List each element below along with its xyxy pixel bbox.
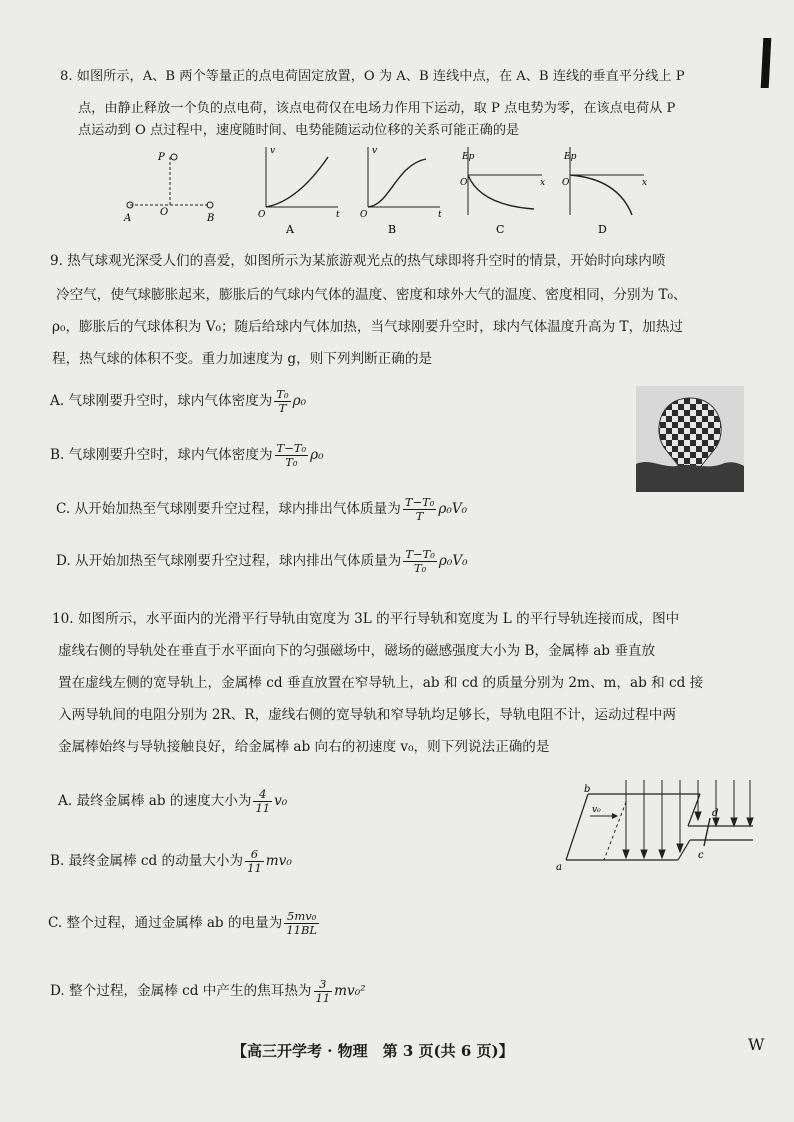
q9-option-a: A. 气球刚要升空时，球内气体密度为 $\frac{\text{T₀}}{T}$ ρ₀ (50, 387, 307, 415)
q8-figures (110, 145, 650, 235)
svg-text:Ep: Ep (462, 152, 475, 162)
svg-text:t: t (438, 210, 442, 220)
label-p: P (158, 152, 165, 163)
option-d-label: D (598, 223, 607, 235)
svg-text:v: v (372, 146, 378, 156)
q9-option-b: B. 气球刚要升空时，球内气体密度为 $\frac{\text{T−T₀}}{\text{T₀}}$ ρ₀ (50, 441, 324, 469)
q10-line-2: 虚线右侧的导轨处在垂直于水平面向下的匀强磁场中，磁场的磁感强度大小为 B，金属棒 ab 垂直放 (58, 643, 656, 659)
hot-air-balloon-photo (636, 386, 744, 492)
scan-edge-mark (761, 38, 772, 88)
q10-line-5: 金属棒始终与导轨接触良好，给金属棒 ab 向右的初速度 v₀，则下列说法正确的是 (58, 739, 550, 755)
q9-option-d: D. 从开始加热至气球刚要升空过程，球内排出气体质量为 $\frac{\text{T−T₀}}{\text{T₀}}$ ρ₀V₀ (56, 547, 468, 575)
svg-text:x: x (642, 178, 648, 188)
rod-cd (704, 818, 710, 846)
option-a-label: A (286, 223, 294, 235)
corner-mark: W (748, 1035, 765, 1054)
label-o: O (160, 207, 169, 218)
option-c-label: C (496, 223, 505, 235)
q9-line-4: 程，热气球的体积不变。重力加速度为 g，则下列判断正确的是 (52, 351, 433, 367)
label-a: A (124, 213, 132, 224)
q10-rail-diagram (548, 776, 758, 876)
svg-text:v: v (270, 146, 276, 156)
option-b-label: B (388, 223, 397, 235)
velocity-arrow-icon (612, 813, 618, 819)
svg-text:b: b (584, 784, 591, 795)
svg-text:x: x (540, 178, 546, 188)
q10-line-3: 置在虚线左侧的宽导轨上，金属棒 cd 垂直放置在窄导轨上，ab 和 cd 的质量分别为 2m、m，ab 和 cd 接 (58, 675, 704, 691)
svg-text:O: O (258, 210, 266, 220)
q8-graph-c (460, 147, 545, 235)
page-footer: 【高三开学考 · 物理 第 3 页(共 6 页)】 (232, 1042, 514, 1060)
q10-option-b: B. 最终金属棒 cd 的动量大小为 $\frac{6}{11}$ mv₀ (50, 847, 292, 875)
q8-line-2: 点，由静止释放一个负的点电荷，该点电荷仅在电场力作用下运动，取 P 点电势为零，在该点电荷从 P (78, 101, 676, 116)
magnetic-field-arrows-icon (623, 780, 753, 858)
svg-text:a: a (556, 862, 562, 873)
q10-line-4: 入两导轨间的电阻分别为 2R、R，虚线右侧的宽导轨和窄导轨均足够长，导轨电阻不计，运动过程中两 (58, 707, 676, 723)
q8-graph-b (360, 146, 442, 235)
q9-line-1: 9. 热气球观光深受人们的喜爱，如图所示为某旅游观光点的热气球即将升空时的情景，开始时向球内喷 (50, 253, 666, 269)
q10-option-d: D. 整个过程，金属棒 cd 中产生的焦耳热为 $\frac{3}{11}$ mv₀² (50, 977, 366, 1005)
q10-option-c: C. 整个过程，通过金属棒 ab 的电量为 $\frac{\text{5mv₀}}{11BL}$ (48, 909, 318, 937)
q8-line-1: 8. 如图所示，A、B 两个等量正的点电荷固定放置，O 为 A、B 连线中点，在 A、B 连线的垂直平分线上 P (60, 69, 685, 84)
q9-option-c: C. 从开始加热至气球刚要升空过程，球内排出气体质量为 $\frac{\text{T−T₀}}{T}$ ρ₀V₀ (56, 495, 468, 523)
q8-graph-a (258, 146, 340, 235)
rod-ab (566, 794, 588, 860)
svg-text:d: d (712, 808, 719, 819)
svg-text:t: t (336, 210, 340, 220)
svg-text:Ep: Ep (564, 152, 577, 162)
q10-option-a: A. 最终金属棒 ab 的速度大小为 $\frac{4}{11}$ v₀ (58, 787, 288, 815)
svg-text:c: c (698, 850, 704, 861)
svg-text:O: O (460, 178, 468, 188)
q9-line-2: 冷空气，使气球膨胀起来，膨胀后的气球内气体的温度、密度和球外大气的温度、密度相同，分别为 T₀、 (56, 287, 687, 303)
label-b: B (207, 213, 215, 224)
svg-text:O: O (360, 210, 368, 220)
svg-text:v₀: v₀ (592, 805, 601, 815)
svg-text:O: O (562, 178, 570, 188)
q8-line-3: 点运动到 O 点过程中，速度随时间、电势能随运动位移的关系可能正确的是 (78, 123, 520, 138)
q8-charge-diagram (123, 152, 214, 224)
q10-line-1: 10. 如图所示，水平面内的光滑平行导轨由宽度为 3L 的平行导轨和宽度为 L 的平行导轨连接而成，图中 (52, 611, 680, 627)
q9-line-3: ρ₀，膨胀后的气球体积为 V₀；随后给球内气体加热，当气球刚要升空时，球内气体温度升高为 T，加热过 (52, 319, 683, 335)
charge-p-icon (171, 154, 177, 160)
q8-graph-d (562, 147, 647, 235)
